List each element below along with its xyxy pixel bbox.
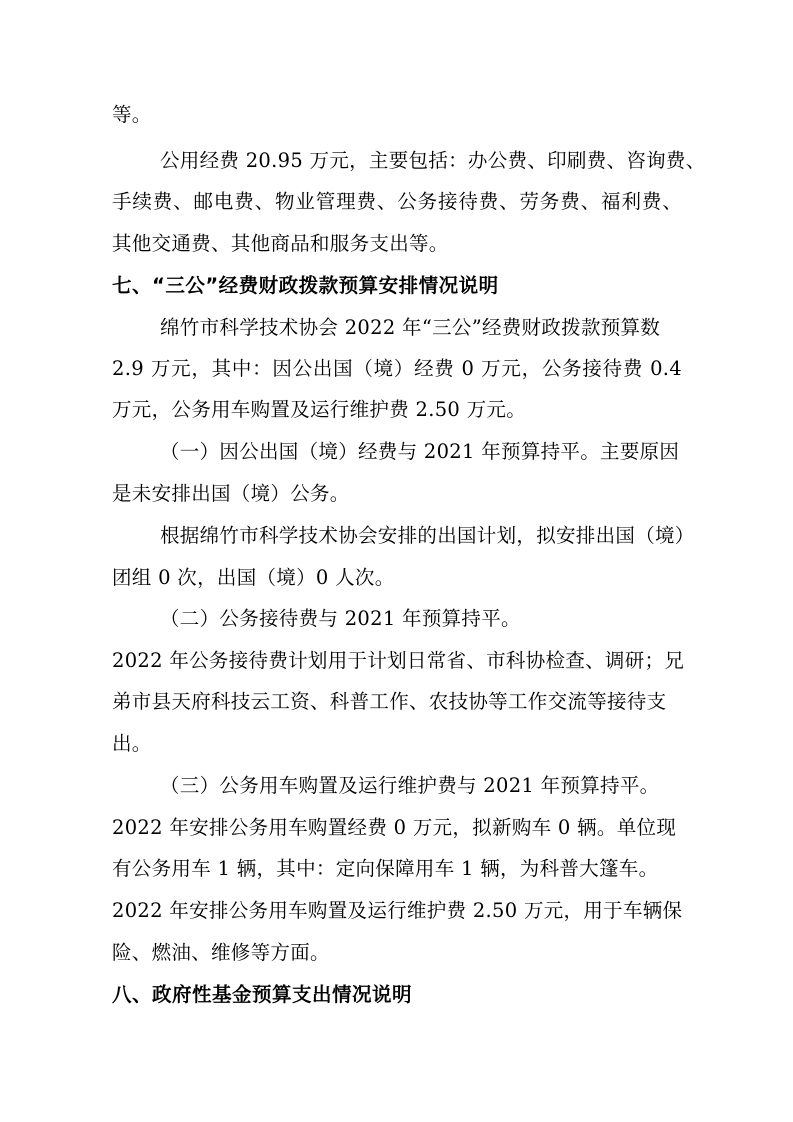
paragraph-line: 2022 年安排公务用车购置及运行维护费 2.50 万元，用于车辆保 bbox=[112, 899, 683, 922]
paragraph-line: 手续费、邮电费、物业管理费、公务接待费、劳务费、福利费、 bbox=[112, 190, 682, 213]
paragraph-line: 团组 0 次，出国（境）0 人次。 bbox=[112, 566, 395, 589]
section-heading-7: 七、“三公”经费财政拨款预算安排情况说明 bbox=[112, 274, 499, 297]
paragraph-line: 绵竹市科学技术协会 2022 年“三公”经费财政拨款预算数 bbox=[160, 316, 661, 339]
paragraph-line: 其他交通费、其他商品和服务支出等。 bbox=[112, 232, 449, 255]
paragraph-line: 根据绵竹市科学技术协会安排的出国计划，拟安排出国（境） bbox=[160, 524, 695, 547]
paragraph-line: （一）因公出国（境）经费与 2021 年预算持平。主要原因 bbox=[160, 440, 680, 463]
paragraph-line: 有公务用车 1 辆，其中：定向保障用车 1 辆，为科普大篷车。 bbox=[112, 857, 659, 880]
paragraph-line: 出。 bbox=[112, 732, 152, 755]
paragraph-line: 弟市县天府科技云工资、科普工作、农技协等工作交流等接待支 bbox=[112, 690, 667, 713]
paragraph-line: 险、燃油、维修等方面。 bbox=[112, 941, 330, 964]
paragraph-line: 是未安排出国（境）公务。 bbox=[112, 482, 350, 505]
paragraph-line: （二）公务接待费与 2021 年预算持平。 bbox=[160, 607, 521, 630]
paragraph-line: 2022 年公务接待费计划用于计划日常省、市科协检查、调研；兄 bbox=[112, 649, 685, 672]
paragraph-line: 2022 年安排公务用车购置经费 0 万元，拟新购车 0 辆。单位现 bbox=[112, 816, 677, 839]
paragraph-line: 等。 bbox=[112, 103, 152, 126]
paragraph-line: （三）公务用车购置及运行维护费与 2021 年预算持平。 bbox=[160, 774, 660, 797]
paragraph-line: 万元，公务用车购置及运行维护费 2.50 万元。 bbox=[112, 398, 527, 421]
section-heading-8: 八、政府性基金预算支出情况说明 bbox=[112, 983, 413, 1006]
paragraph-line: 公用经费 20.95 万元，主要包括：办公费、印刷费、咨询费、 bbox=[160, 149, 706, 172]
paragraph-line: 2.9 万元，其中：因公出国（境）经费 0 万元，公务接待费 0.4 bbox=[112, 357, 682, 380]
